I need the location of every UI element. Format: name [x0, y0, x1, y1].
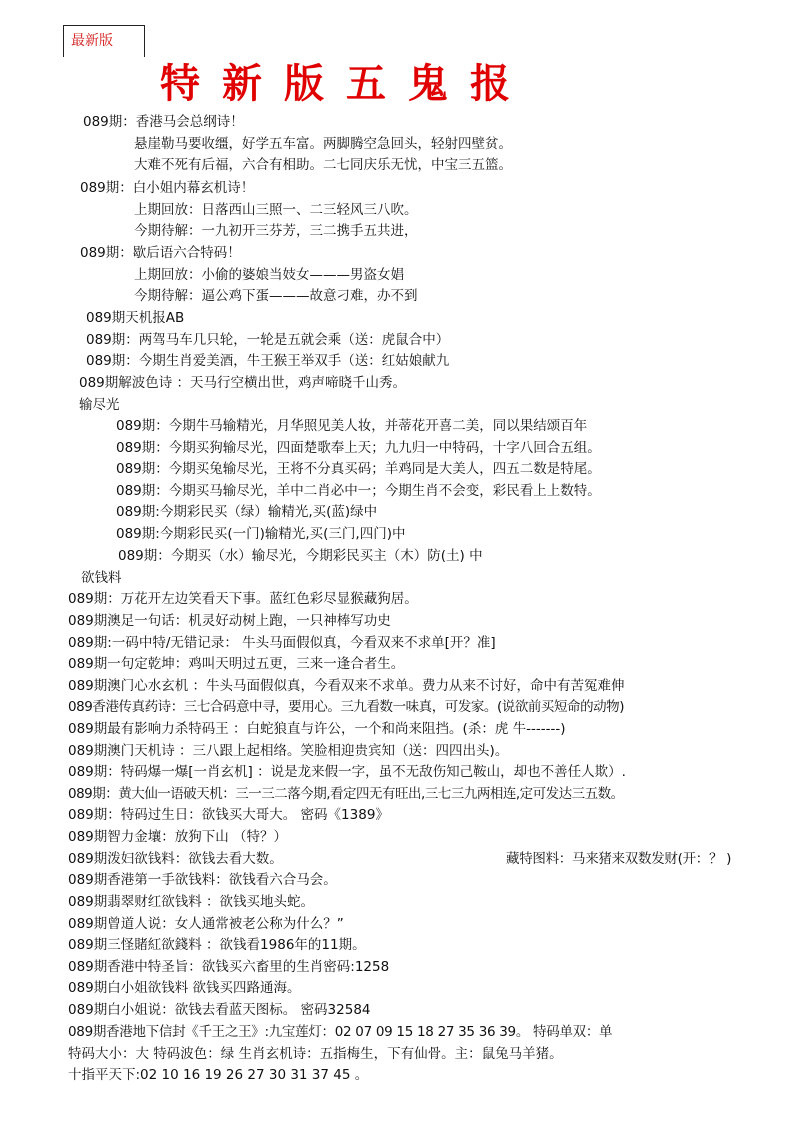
text-line: 089期：今期买狗输尽光，四面楚歌奉上天；九九归一中特码，十字八回合五组。 [116, 440, 601, 456]
text-line: 上期回放：小偷的婆娘当妓女———男盗女娼 [134, 267, 404, 283]
text-line: 089期：两驾马车几只轮，一轮是五就会乘（送：虎鼠合中） [86, 332, 450, 348]
text-line: 089期：今期牛马输精光，月华照见美人妆，并蒂花开喜二美，同以果结颂百年 [116, 418, 588, 434]
text-line: 089期：白小姐内幕玄机诗！ [80, 180, 255, 196]
text-line: 089期：特码爆一爆[一肖玄机] ：说是龙来假一字，虽不无敌伤知己鞍山，却也不善任人欺）. [68, 764, 626, 780]
text-line: 089期解波色诗 ：天马行空横出世，鸡声啼晓千山秀。 [79, 375, 407, 391]
text-line: 089期澳门心水玄机 ：牛头马面假似真，今看双来不求单。费力从来不讨好，命中有苦冤难伸 [68, 678, 625, 694]
text-line: 089期一句定乾坤：鸡叫天明过五更，三来一逢合者生。 [68, 656, 405, 672]
text-line: 089香港传真药诗：三七合码意中寻，要用心。三九看数一味真，可发家。(说欲前买短命的动物) [68, 699, 625, 715]
text-line: 089期：万花开左边笑看天下事。蓝红色彩尽显猴藏狗居。 [68, 591, 418, 607]
text-line: 089期白小姐说：欲钱去看蓝天图标。 密码32584 [68, 1002, 371, 1018]
text-line: 上期回放：日落西山三照一、二三轻风三八吹。 [134, 202, 418, 218]
text-line: 089期澳门天机诗 ：三八跟上起相络。笑脸相迎贵宾知（送：四四出头)。 [68, 743, 509, 759]
text-line: 特码大小：大 特码波色：绿 生肖玄机诗：五指梅生，下有仙骨。主：鼠兔马羊猪。 [68, 1046, 563, 1062]
text-line: 089期：香港马会总纲诗！ [83, 114, 244, 130]
text-line: 悬崖勒马要收缰，好学五车富。两脚腾空急回头，轻射四壁贫。 [134, 136, 512, 152]
text-line: 089期：歇后语六合特码！ [80, 245, 241, 261]
text-line: 089期：今期买（水）输尽光，今期彩民买主（木）防(土) 中 [118, 548, 483, 564]
text-line: 089期智力金壤：放狗下山 （特？） [68, 829, 288, 845]
text-line: 今期待解：逼公鸡下蛋———故意刁难，办不到 [134, 288, 418, 304]
text-line: 089期曾道人说：女人通常被老公称为什么？” [68, 916, 344, 932]
text-line: 十指平天下:02 10 16 19 26 27 30 31 37 45 。 [68, 1067, 369, 1083]
text-line: 089期三怪賭紅欲錢料 ：欲钱看1986年的11期。 [68, 937, 366, 953]
text-line: 089期：今期买兔输尽光，王将不分真买码；羊鸡同是大美人，四五二数是特尾。 [116, 461, 601, 477]
text-line: 藏特图料：马来猪来双数发财(开：？ ) [506, 851, 732, 867]
text-line: 今期待解：一九初开三芬芳，三二携手五共进， [134, 223, 418, 239]
text-line: 089期香港第一手欲钱料：欲钱看六合马会。 [68, 872, 337, 888]
text-line: 089期香港中特圣旨：欲钱买六畜里的生肖密码:1258 [68, 959, 390, 975]
text-line: 089期澳足一句话：机灵好动树上跑，一只神棒写功史 [68, 613, 391, 629]
text-line: 089期：黄大仙一语破天机：三一三二落今期,看定四无有旺出,三七三九两相连,定可发达三五数。 [68, 786, 624, 802]
text-line: 089期:今期彩民买（绿）输精光,买(蓝)绿中 [116, 504, 378, 520]
text-line: 089期:一码中特/无错记录： 牛头马面假似真，今看双来不求单[开？准] [68, 635, 496, 651]
page-title: 特新版五鬼报 [160, 60, 532, 107]
text-line: 089期泼妇欲钱料：欲钱去看大数。 [68, 851, 283, 867]
text-line: 089期翡翠财红欲钱料 ：欲钱买地头蛇。 [68, 894, 315, 910]
text-line: 大难不死有后福，六合有相助。二七同庆乐无忧，中宝三五篮。 [134, 157, 512, 173]
text-line: 089期:今期彩民买(一门)输精光,买(三门,四门)中 [116, 526, 406, 542]
text-line: 089期：今期买马输尽光，羊中二肖必中一；今期生肖不会变，彩民看上上数特。 [116, 483, 601, 499]
text-line: 089期白小姐欲钱料 欲钱买四路通海。 [68, 980, 301, 996]
edition-badge-label: 最新版 [71, 33, 113, 49]
text-line: 089期最有影响力杀特码王 ：白蛇狼直与许公，一个和尚来阻挡。(杀：虎 牛-------) [68, 721, 566, 737]
text-line: 089期：今期生肖爱美酒，牛王猴王举双手（送：红姑娘献九 [86, 353, 450, 369]
edition-badge [63, 25, 145, 57]
text-line: 089期香港地下信封《千王之王》:九宝莲灯：02 07 09 15 18 27 35 36 39。 特码单双：单 [68, 1024, 613, 1040]
text-line: 089期：特码过生日：欲钱买大哥大。 密码《1389》 [68, 807, 389, 823]
section-heading: 输尽光 [79, 397, 120, 413]
section-heading: 欲钱料 [81, 570, 122, 586]
text-line: 089期天机报AB [86, 310, 185, 326]
